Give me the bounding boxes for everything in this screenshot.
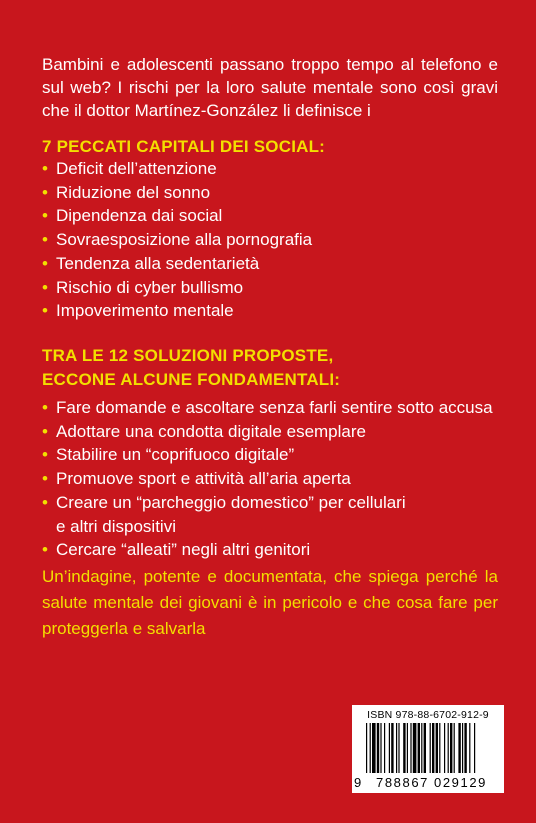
barcode-bars: [352, 723, 504, 779]
barcode-bar: [413, 723, 417, 773]
closing-paragraph: Un’indagine, potente e documentata, che spiega perché la salute mentale dei giovani è in pericolo e che cosa fare per proteggerla e salvarla: [42, 567, 498, 638]
ean-first-digit: 9: [354, 775, 362, 790]
ean-left-digits: 788867: [376, 775, 429, 790]
barcode-bar: [448, 723, 449, 773]
bullet-icon: •: [42, 206, 48, 226]
solutions-list: [42, 396, 493, 562]
list-item: [42, 491, 493, 538]
sins-heading: 7 PECCATI CAPITALI DEI SOCIAL:: [42, 137, 326, 156]
bullet-icon: •: [42, 398, 48, 417]
barcode-bar: [439, 723, 440, 773]
list-item: [42, 252, 312, 276]
bullet-icon: •: [42, 301, 48, 321]
barcode-bar: [380, 723, 381, 773]
list-item: [42, 420, 493, 444]
list-item-text: Deficit dell’attenzione: [56, 159, 217, 178]
barcode-bar: [403, 723, 405, 773]
solutions-heading-line1: TRA LE 12 SOLUZIONI PROPOSTE,: [42, 346, 334, 365]
barcode-bar: [436, 723, 438, 773]
bullet-icon: •: [42, 469, 48, 489]
isbn-barcode: [352, 705, 504, 793]
barcode-bar: [469, 723, 470, 773]
list-item: [42, 299, 312, 323]
list-item: [42, 276, 312, 300]
ean-digits: [352, 775, 504, 791]
barcode-bar: [389, 723, 390, 773]
barcode-bar: [407, 723, 408, 773]
barcode-bar: [391, 723, 393, 773]
list-item-text: Stabilire un “coprifuoco digitale”: [56, 445, 295, 465]
intro-paragraph: Bambini e adolescenti passano troppo tempo al telefono e sul web? I rischi per la loro salute mentale sono così gravi che il dottor Martínez-González li definisce i: [42, 55, 498, 120]
list-item-text: Dipendenza dai social: [56, 206, 223, 226]
list-item-text: Impoverimento mentale: [56, 301, 234, 321]
bullet-icon: •: [42, 445, 48, 465]
list-item-text: Sovraesposizione alla pornografia: [56, 230, 313, 250]
list-item-continuation: e altri dispositivi: [56, 516, 176, 536]
barcode-bar: [410, 723, 411, 773]
list-item: [42, 467, 493, 491]
list-item-text: Adottare una condotta digitale esemplare: [56, 421, 366, 441]
barcode-bar: [366, 723, 367, 773]
isbn-label: ISBN 978-88-6702-912-9: [367, 709, 489, 721]
barcode-bar: [372, 723, 376, 773]
barcode-bar: [432, 723, 434, 773]
barcode-bar: [450, 723, 452, 773]
bullet-icon: •: [42, 253, 48, 273]
list-item: [42, 181, 312, 205]
bullet-icon: •: [42, 182, 48, 202]
barcode-bar: [474, 723, 475, 773]
sins-list: [42, 157, 312, 323]
barcode-bar: [424, 723, 426, 773]
list-item-text: Riduzione del sonno: [56, 182, 211, 202]
list-item: [42, 204, 312, 228]
ean-right-digits: 029129: [434, 775, 487, 790]
bullet-icon: •: [42, 421, 48, 441]
bullet-icon: •: [42, 230, 48, 250]
solutions-heading: [42, 344, 340, 392]
barcode-bar: [444, 723, 445, 773]
list-item-text: Fare domande e ascoltare senza farli sentire sotto accusa: [56, 398, 493, 417]
bullet-icon: •: [42, 492, 48, 512]
bullet-icon: •: [42, 540, 48, 560]
list-item: [42, 157, 312, 181]
list-item: [42, 396, 493, 420]
barcode-bar: [462, 723, 463, 773]
solutions-heading-line2: ECCONE ALCUNE FONDAMENTALI:: [42, 370, 341, 389]
barcode-bar: [396, 723, 397, 773]
list-item: [42, 228, 312, 252]
barcode-bar: [430, 723, 431, 773]
barcode-bar: [458, 723, 460, 773]
barcode-bar: [464, 723, 466, 773]
barcode-bar: [398, 723, 399, 773]
barcode-bar: [370, 723, 371, 773]
barcode-bar: [421, 723, 422, 773]
bullet-icon: •: [42, 159, 48, 178]
list-item: [42, 443, 493, 467]
list-item-text: Creare un “parcheggio domestico” per cellulari: [56, 492, 406, 512]
list-item-text: Tendenza alla sedentarietà: [56, 253, 260, 273]
bullet-icon: •: [42, 277, 48, 297]
barcode-bar: [377, 723, 379, 773]
list-item-text: Rischio di cyber bullismo: [56, 277, 244, 297]
barcode-bar: [418, 723, 420, 773]
list-item: [42, 538, 493, 562]
barcode-bar: [454, 723, 455, 773]
barcode-bar: [384, 723, 385, 773]
list-item-text: Cercare “alleati” negli altri genitori: [56, 540, 311, 560]
list-item-text: Promuove sport e attività all’aria aperta: [56, 469, 351, 489]
